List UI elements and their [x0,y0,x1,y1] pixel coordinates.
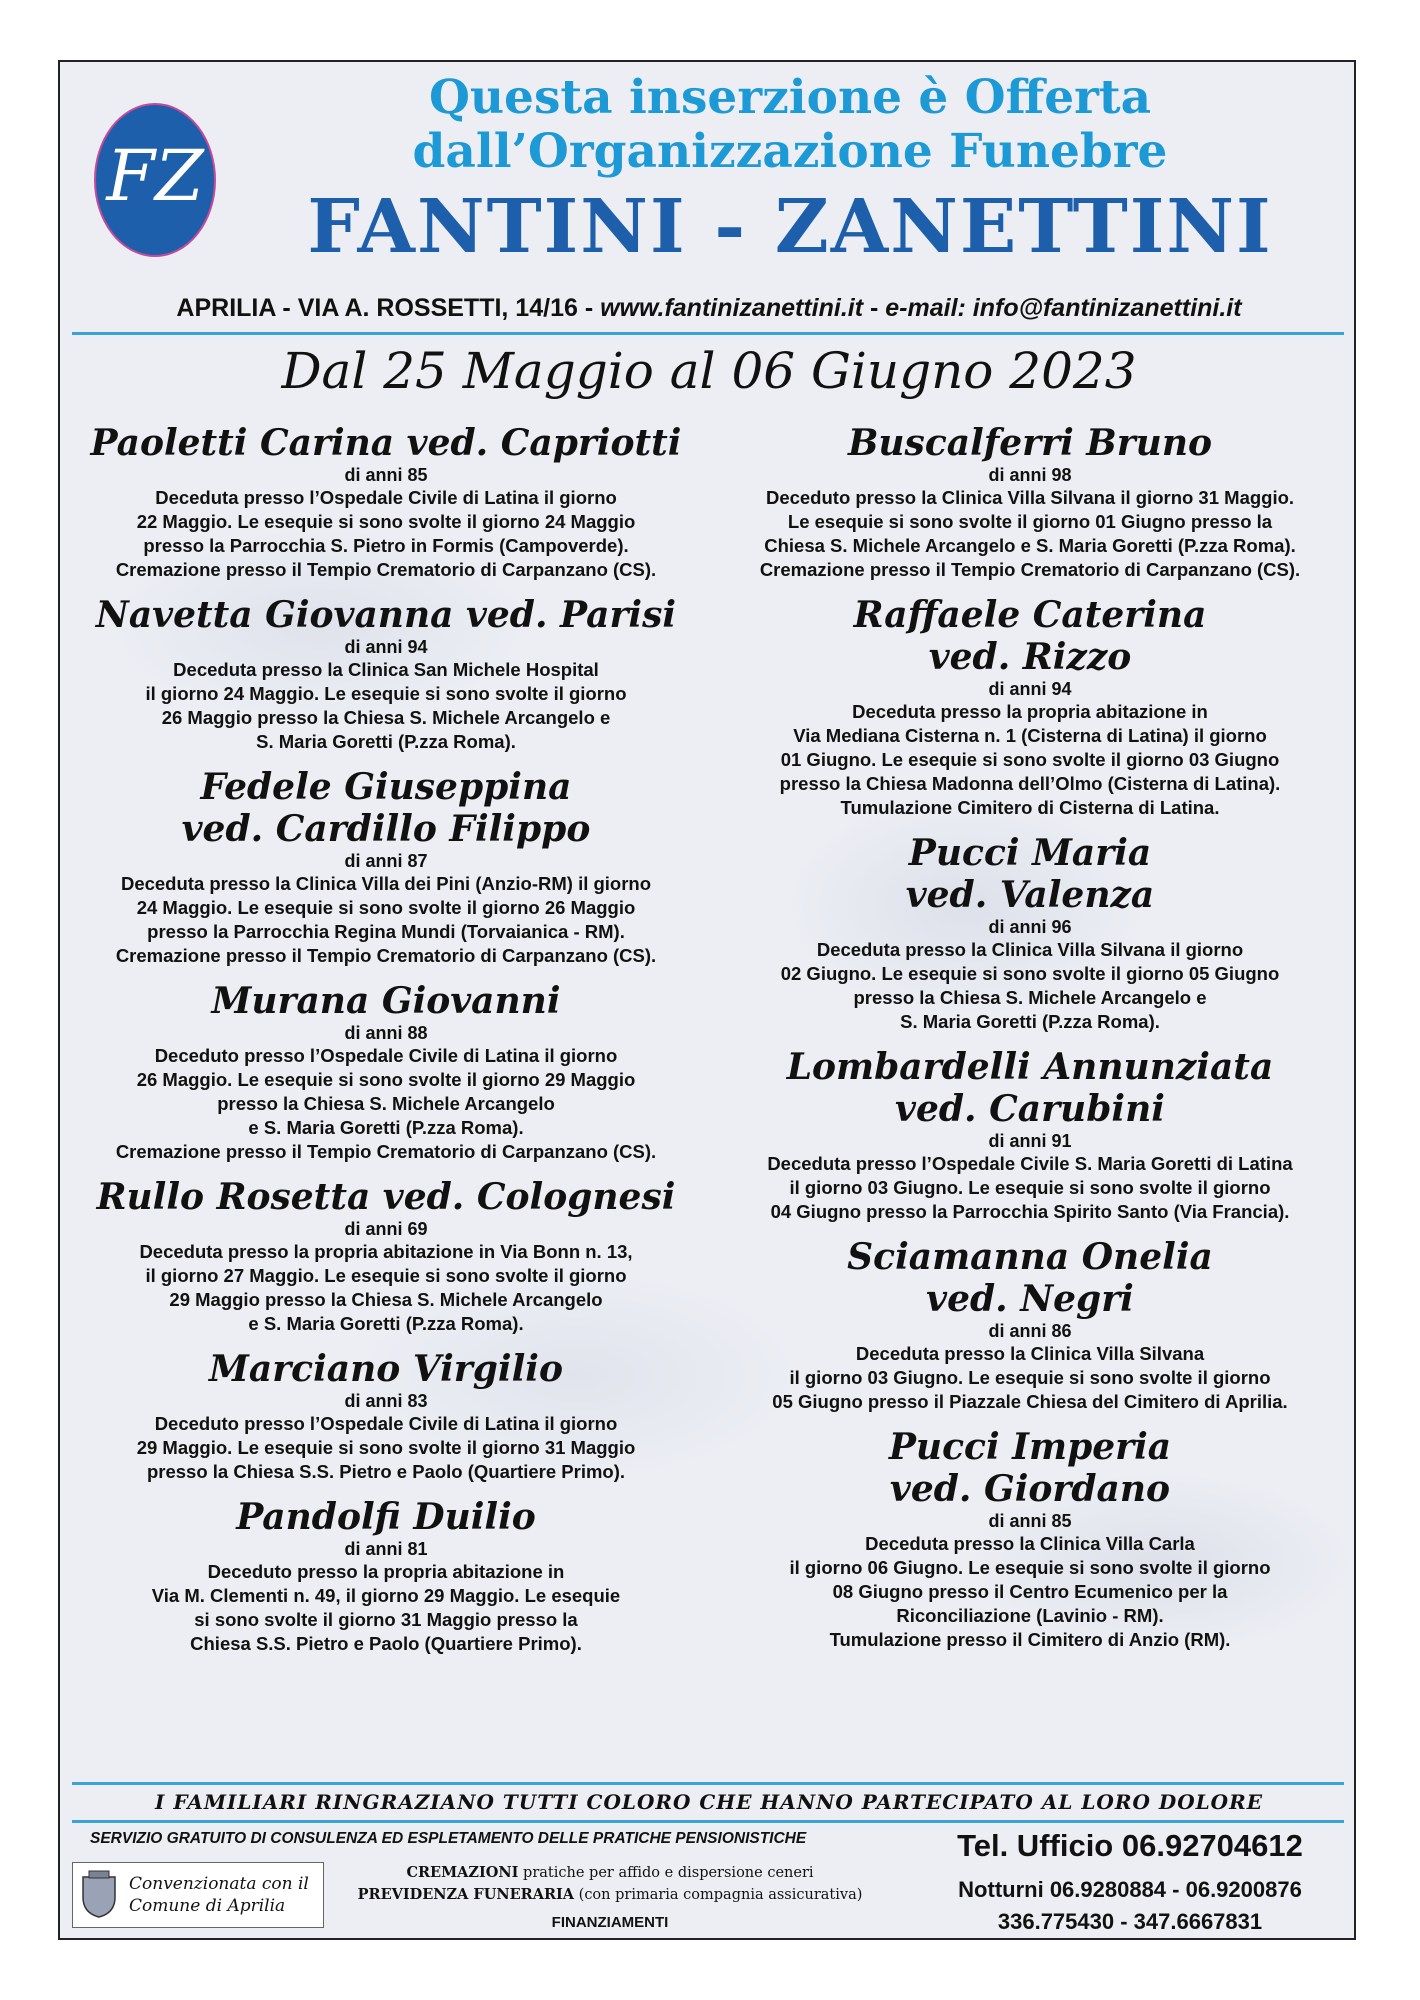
header-divider [72,332,1344,335]
service-line: SERVIZIO GRATUITO DI CONSULENZA ED ESPLETAMENTO DELLE PRATICHE PENSIONISTICHE [90,1830,807,1847]
deceased-age: di anni 69 [344,1219,428,1239]
cremation-label: CREMAZIONI [406,1864,519,1881]
deceased-name-line-2: ved. Cardillo Filippo [181,808,591,850]
crest-line-2: Comune di Aprilia [129,1896,286,1916]
municipality-badge [72,1862,324,1928]
obituary-entry [66,422,706,582]
deceased-age: di anni 94 [988,679,1072,699]
deceased-age: di anni 96 [988,917,1072,937]
obituary-text-line: Riconciliazione (Lavinio - RM). [896,1605,1164,1626]
obituary-text-line: S. Maria Goretti (P.zza Roma). [900,1011,1160,1032]
obituary-text-line: Cremazione presso il Tempio Crematorio di Carpanzano (CS). [115,559,657,580]
obituary-text-line: Deceduto presso l’Ospedale Civile di Latina il giorno [154,1045,618,1066]
date-range: Dal 25 Maggio al 06 Giugno 2023 [281,342,1137,400]
deceased-age: di anni 85 [988,1511,1072,1531]
obituary-text-line: Deceduta presso l’Ospedale Civile S. Maria Goretti di Latina [767,1153,1293,1174]
deceased-name: Buscalferri Bruno [847,422,1213,464]
separator: - [863,294,886,322]
obituary-text-line: Chiesa S.S. Pietro e Paolo (Quartiere Primo). [190,1633,582,1654]
deceased-age: di anni 86 [988,1321,1072,1341]
obituary-text-line: Deceduta presso la propria abitazione in Via Bonn n. 13, [139,1241,633,1262]
obituary-text-line: 02 Giugno. Le esequie si sono svolte il giorno 05 Giugno [780,963,1280,984]
obituary-text-line: 29 Maggio presso la Chiesa S. Michele Arcangelo [169,1289,603,1310]
obituary-text-line: Tumulazione presso il Cimitero di Anzio (RM). [829,1629,1231,1650]
night-phones [920,1874,1340,1938]
insurance-label: PREVIDENZA FUNERARIA [357,1886,575,1903]
obituary-entry [66,980,706,1164]
obituary-text-line: Deceduta presso la Clinica Villa Silvana il giorno [816,939,1244,960]
thanks-line: I FAMILIARI RINGRAZIANO TUTTI COLORO CHE HANNO PARTECIPATO AL LORO DOLORE [155,1790,1263,1814]
obituary-text-line: Deceduto presso la propria abitazione in [207,1561,565,1582]
obituary-text-line: si sono svolte il giorno 31 Maggio presso la [194,1609,578,1630]
deceased-name-line-2: ved. Carubini [895,1088,1165,1130]
contact-line [60,294,1356,323]
deceased-name-line-2: ved. Negri [926,1278,1134,1320]
deceased-age: di anni 91 [988,1131,1072,1151]
coat-of-arms-icon [79,1869,119,1919]
obituary-text-line: Deceduta presso l’Ospedale Civile di Latina il giorno [155,487,617,508]
obituary-text-line: presso la Chiesa Madonna dell’Olmo (Cisterna di Latina). [779,773,1281,794]
header-line-2: dall’Organizzazione Funebre [412,124,1168,179]
obituary-entry [66,766,706,968]
office-phone: Tel. Ufficio 06.92704612 [957,1828,1303,1863]
company-name: FANTINI - ZANETTINI [307,184,1273,270]
obituary-text-line: 22 Maggio. Le esequie si sono svolte il giorno 24 Maggio [136,511,636,532]
deceased-age: di anni 98 [988,465,1072,485]
deceased-name: Rullo Rosetta ved. Colognesi [96,1176,676,1218]
obituary-entry [710,594,1350,820]
website-link[interactable]: www.fantinizanettini.it [600,294,864,322]
deceased-age: di anni 87 [344,851,428,871]
obituary-text-line: presso la Parrocchia Regina Mundi (Torvaianica - RM). [147,921,625,942]
obituary-text-line: Deceduta presso la Clinica Villa Carla [865,1533,1195,1554]
fz-logo [90,100,220,260]
obituary-entry [710,1046,1350,1224]
obituary-text-line: presso la Chiesa S. Michele Arcangelo e [853,987,1207,1008]
footer-divider-bottom [72,1820,1344,1823]
obituary-text-line: Deceduta presso la Clinica Villa dei Pini (Anzio-RM) il giorno [120,873,652,894]
deceased-name: Pucci Maria [908,832,1152,874]
obituary-text-line: e S. Maria Goretti (P.zza Roma). [248,1313,524,1334]
obituary-text-line: presso la Parrocchia S. Pietro in Formis (Campoverde). [143,535,629,556]
deceased-name: Murana Giovanni [211,980,561,1022]
deceased-name-line-2: ved. Valenza [905,874,1155,916]
deceased-age: di anni 85 [344,465,428,485]
obituary-entry [66,1496,706,1656]
obituary-text-line: Via M. Clementi n. 49, il giorno 29 Maggio. Le esequie [151,1585,621,1606]
obituary-text-line: Via Mediana Cisterna n. 1 (Cisterna di Latina) il giorno [793,725,1267,746]
separator: - [577,294,601,322]
deceased-name-line-2: ved. Giordano [889,1468,1171,1510]
obituary-entry [710,832,1350,1034]
deceased-name: Sciamanna Onelia [847,1236,1213,1278]
footer-divider-top [72,1782,1344,1785]
insurance-line [330,1884,890,1906]
deceased-name: Marciano Virgilio [209,1348,563,1390]
services-list [330,1862,890,1906]
financing-label: FINANZIAMENTI [551,1914,669,1931]
obituary-text-line: il giorno 06 Giugno. Le esequie si sono svolte il giorno [789,1557,1271,1578]
obituary-text-line: Cremazione presso il Tempio Crematorio di Carpanzano (CS). [759,559,1301,580]
address: APRILIA - VIA A. ROSSETTI, 14/16 [176,294,578,322]
deceased-age: di anni 94 [344,637,428,657]
obituary-text-line: Deceduta presso la Clinica San Michele Hospital [173,659,599,680]
obituary-text-line: il giorno 03 Giugno. Le esequie si sono svolte il giorno [789,1367,1271,1388]
mobile-phone-line: 336.775430 - 347.6667831 [997,1909,1263,1934]
deceased-age: di anni 81 [344,1539,428,1559]
deceased-name: Fedele Giuseppina [200,766,572,808]
logo-monogram: FZ [106,135,204,217]
obituary-text-line: presso la Chiesa S. Michele Arcangelo [217,1093,555,1114]
obituary-entry [66,594,706,754]
obituary-text-line: 26 Maggio presso la Chiesa S. Michele Arcangelo e [161,707,611,728]
obituary-text-line: Cremazione presso il Tempio Crematorio di Carpanzano (CS). [115,945,657,966]
crest-line-1: Convenzionata con il [129,1874,309,1894]
obituary-text-line: 24 Maggio. Le esequie si sono svolte il giorno 26 Maggio [136,897,636,918]
cremation-desc: pratiche per affido e dispersione ceneri [518,1865,814,1881]
obituary-text-line: Deceduta presso la Clinica Villa Silvana [855,1343,1205,1364]
obituary-text-line: S. Maria Goretti (P.zza Roma). [256,731,516,752]
left-column [66,422,706,1668]
header-line-1: Questa inserzione è Offerta [428,70,1152,125]
insurance-desc: (con primaria compagnia assicurativa) [574,1887,863,1903]
obituary-entry [66,1176,706,1336]
deceased-name: Raffaele Caterina [853,594,1207,636]
obituary-entry [66,1348,706,1484]
obituary-text-line: Deceduto presso l’Ospedale Civile di Latina il giorno [154,1413,618,1434]
obituary-text-line: 04 Giugno presso la Parrocchia Spirito Santo (Via Francia). [770,1201,1290,1222]
obituary-text-line: 29 Maggio. Le esequie si sono svolte il giorno 31 Maggio [136,1437,636,1458]
deceased-name: Navetta Giovanna ved. Parisi [95,594,677,636]
right-column [710,422,1350,1664]
obituary-text-line: Chiesa S. Michele Arcangelo e S. Maria Goretti (P.zza Roma). [764,535,1296,556]
obituary-text-line: Deceduto presso la Clinica Villa Silvana il giorno 31 Maggio. [765,487,1295,508]
obituary-text-line: il giorno 03 Giugno. Le esequie si sono svolte il giorno [789,1177,1271,1198]
obituary-notice [58,60,1356,1940]
deceased-name: Lombardelli Annunziata [786,1046,1274,1088]
obituary-text-line: 08 Giugno presso il Centro Ecumenico per la [832,1581,1228,1602]
obituary-text-line: Deceduta presso la propria abitazione in [852,701,1208,722]
obituary-text-line: Le esequie si sono svolte il giorno 01 Giugno presso la [787,511,1273,532]
obituary-entry [710,422,1350,582]
deceased-name-line-2: ved. Rizzo [928,636,1132,678]
obituary-text-line: il giorno 27 Maggio. Le esequie si sono svolte il giorno [145,1265,627,1286]
obituary-text-line: Cremazione presso il Tempio Crematorio di Carpanzano (CS). [115,1141,657,1162]
obituary-text-line: presso la Chiesa S.S. Pietro e Paolo (Quartiere Primo). [146,1461,626,1482]
obituary-entry [710,1426,1350,1652]
obituary-entry [710,1236,1350,1414]
deceased-name: Paoletti Carina ved. Capriotti [90,422,682,464]
obituary-text-line: Tumulazione Cimitero di Cisterna di Latina. [840,797,1220,818]
night-phone-line: Notturni 06.9280884 - 06.9200876 [958,1877,1302,1902]
cremation-line [330,1862,890,1884]
deceased-name: Pandolfi Duilio [236,1496,536,1538]
obituary-text-line: il giorno 24 Maggio. Le esequie si sono svolte il giorno [145,683,627,704]
obituary-text-line: 26 Maggio. Le esequie si sono svolte il giorno 29 Maggio [136,1069,636,1090]
deceased-age: di anni 83 [344,1391,428,1411]
obituary-text-line: 01 Giugno. Le esequie si sono svolte il giorno 03 Giugno [780,749,1280,770]
deceased-name: Pucci Imperia [888,1426,1172,1468]
deceased-age: di anni 88 [344,1023,428,1043]
email-link[interactable]: e-mail: info@fantinizanettini.it [885,294,1242,322]
obituary-text-line: e S. Maria Goretti (P.zza Roma). [248,1117,524,1138]
obituary-text-line: 05 Giugno presso il Piazzale Chiesa del Cimitero di Aprilia. [772,1391,1288,1412]
